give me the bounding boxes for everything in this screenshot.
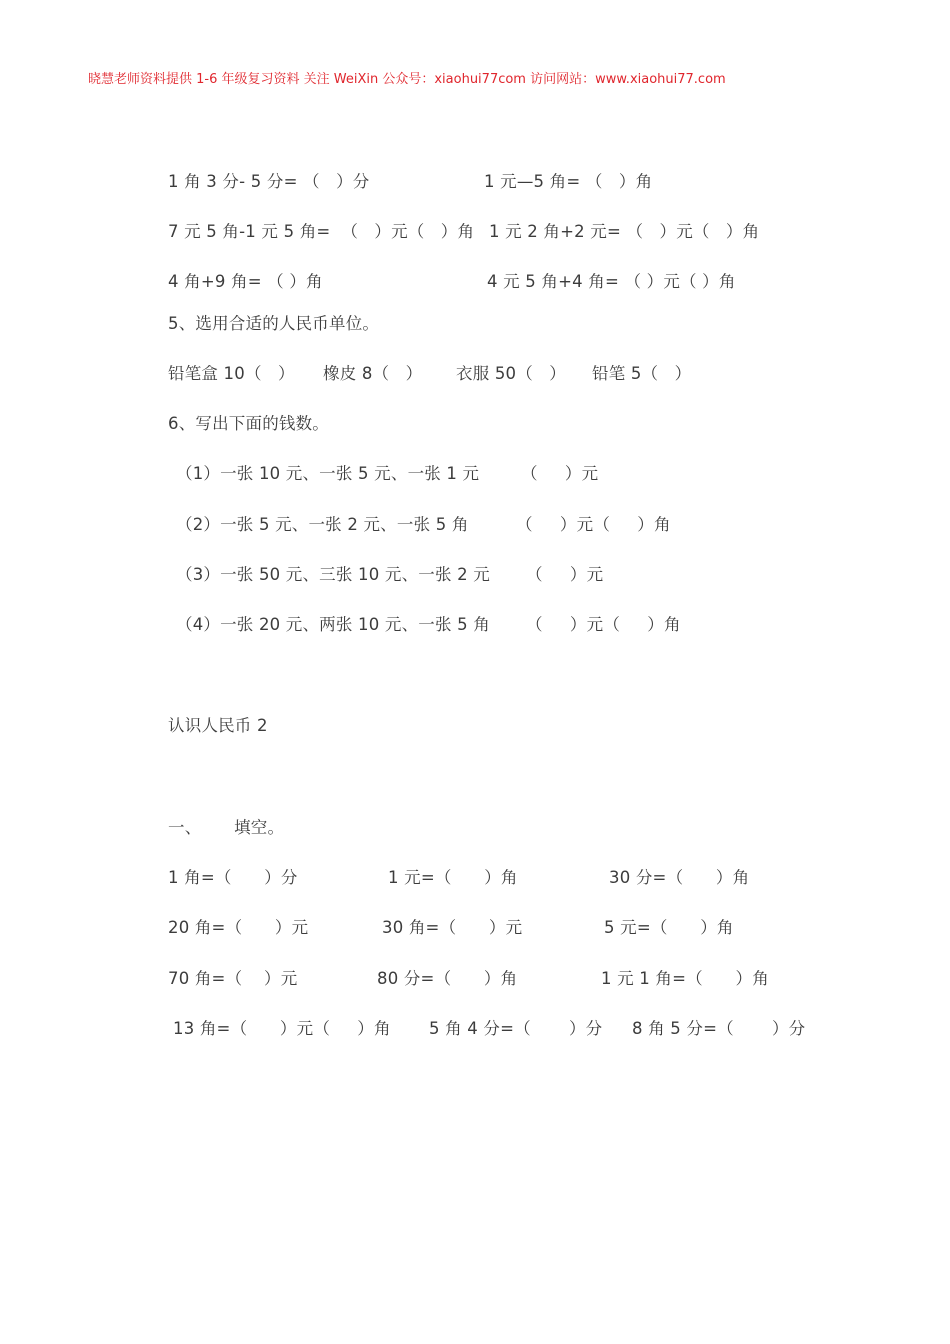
exercise-text: 7 元 5 角-1 元 5 角= （ ）元（ ）角 — [168, 222, 475, 241]
exercise-text: 1 角 3 分- 5 分= （ ）分 — [168, 172, 370, 191]
exercise-text: 1 元 2 角+2 元= （ ）元（ ）角 — [489, 222, 760, 241]
section-subtitle: 一、 填空。 — [168, 818, 285, 837]
exercise-text: 30 角=（ ）元 — [382, 918, 523, 937]
exercise-text: 衣服 50（ ） — [456, 364, 566, 383]
exercise-text: 1 元 1 角=（ ）角 — [601, 969, 769, 988]
exercise-text: 1 角=（ ）分 — [168, 868, 298, 887]
exercise-text: （2）一张 5 元、一张 2 元、一张 5 角 — [176, 515, 469, 534]
exercise-text: 70 角=（ ）元 — [168, 969, 298, 988]
exercise-text: 13 角=（ ）元（ ）角 — [173, 1019, 391, 1038]
exercise-text: 1 元=（ ）角 — [388, 868, 518, 887]
exercise-text: 5 角 4 分=（ ）分 — [429, 1019, 603, 1038]
watermark-header: 晓慧老师资料提供 1-6 年级复习资料 关注 WeiXin 公众号：xiaohui77com 访问网站：www.xiaohui77.com — [88, 72, 726, 87]
exercise-text: （4）一张 20 元、两张 10 元、一张 5 角 — [176, 615, 490, 634]
answer-blank: （ ）元（ ）角 — [526, 615, 681, 634]
answer-blank: （ ）元（ ）角 — [516, 515, 671, 534]
exercise-text: 4 元 5 角+4 角= （ ）元（ ）角 — [487, 272, 736, 291]
exercise-text: 20 角=（ ）元 — [168, 918, 309, 937]
exercise-text: （1）一张 10 元、一张 5 元、一张 1 元 — [176, 464, 480, 483]
section-title: 认识人民币 2 — [168, 716, 268, 735]
exercise-text: 铅笔 5（ ） — [592, 364, 692, 383]
exercise-text: 30 分=（ ）角 — [609, 868, 750, 887]
exercise-text: 铅笔盒 10（ ） — [168, 364, 295, 383]
exercise-text: 4 角+9 角= （ ）角 — [168, 272, 323, 291]
question-title: 5、选用合适的人民币单位。 — [168, 314, 380, 333]
question-title: 6、写出下面的钱数。 — [168, 414, 329, 433]
answer-blank: （ ）元 — [526, 565, 604, 584]
exercise-text: 5 元=（ ）角 — [604, 918, 734, 937]
exercise-text: 1 元—5 角= （ ）角 — [484, 172, 653, 191]
answer-blank: （ ）元 — [521, 464, 599, 483]
exercise-text: （3）一张 50 元、三张 10 元、一张 2 元 — [176, 565, 490, 584]
exercise-text: 橡皮 8（ ） — [323, 364, 423, 383]
exercise-text: 80 分=（ ）角 — [377, 969, 518, 988]
exercise-text: 8 角 5 分=（ ）分 — [632, 1019, 806, 1038]
